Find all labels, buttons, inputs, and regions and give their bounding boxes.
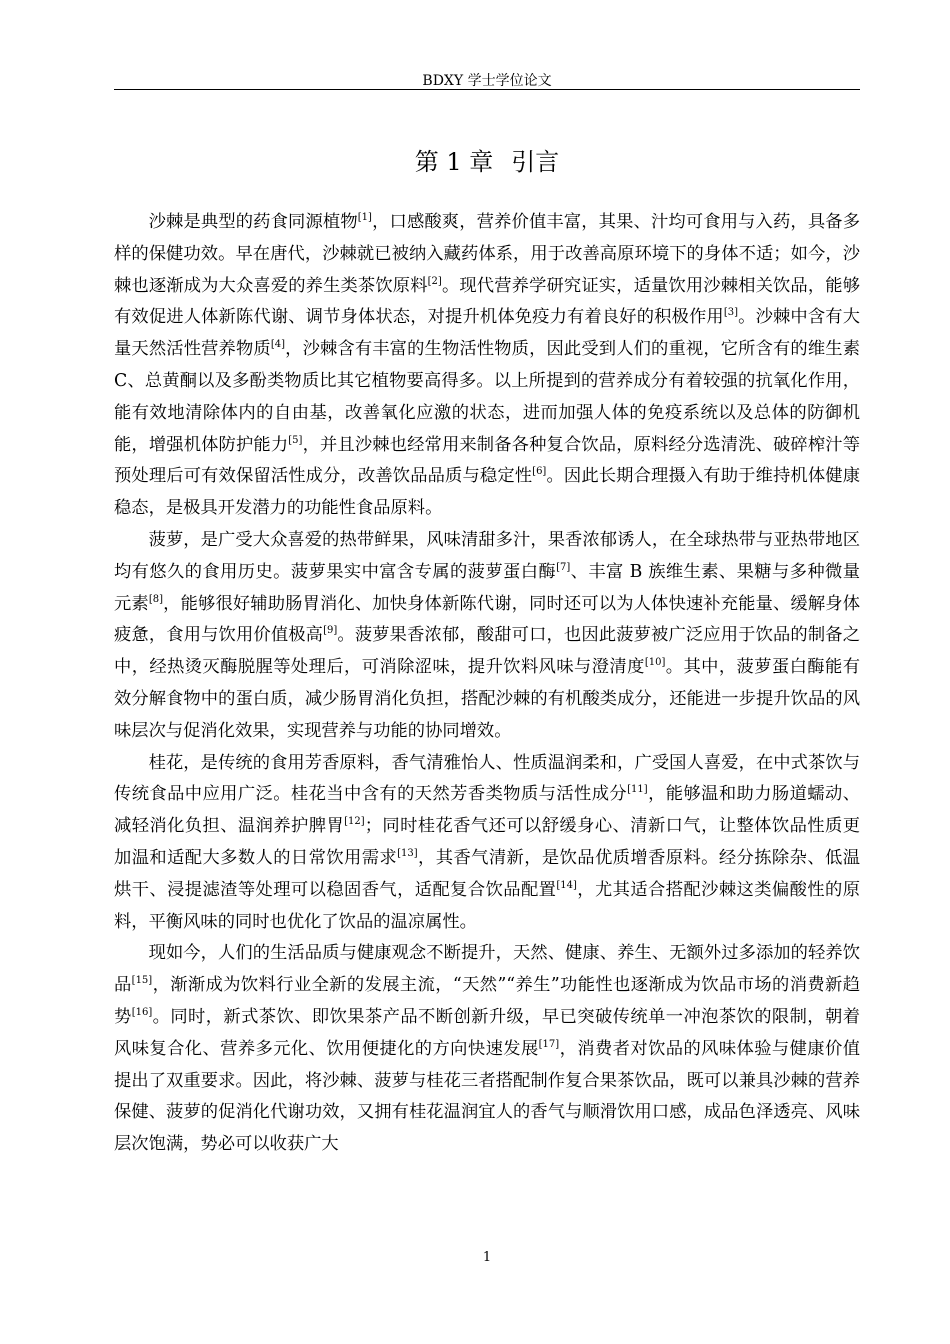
paragraph-text: 现如今，人们的生活品质与健康观念不断提升，天然、健康、养生、无额外过多添加的轻养饮品 — [114, 943, 860, 996]
paragraph-text: 桂花，是传统的食用芳香原料，香气清雅怡人、性质温润柔和，广受国人喜爱，在中式茶饮与传统食品中应用广泛。桂花当中含有的天然芳香类物质与活性成分 — [114, 752, 860, 805]
paragraph-text: 。其中，菠萝蛋白酶能有效分解食物中的蛋白质，减少肠胃消化负担，搭配沙棘的有机酸类成分，还能进一步提升饮品的风味层次与促消化效果，实现营养与功能的协同增效。 — [114, 657, 860, 741]
citation-ref: [3] — [723, 307, 739, 319]
paragraph-text: ，并且沙棘也经常用来制备各种复合饮品，原料经分选清洗、破碎榨汁等预处理后可有效保留活性成分，改善饮品品质与稳定性 — [114, 434, 860, 487]
paragraph-text: 。现代营养学研究证实，适量饮用沙棘相关饮品，能够有效促进人体新陈代谢、调节身体状态，对提升机体免疫力有着良好的积极作用 — [114, 275, 860, 328]
citation-ref: [6] — [532, 466, 547, 478]
chapter-title — [114, 146, 860, 178]
paragraph-text: 沙棘是典型的药食同源植物 — [148, 212, 358, 232]
citation-ref: [10] — [644, 657, 666, 669]
citation-ref: [16] — [131, 1006, 153, 1018]
paragraph-text: 。菠萝果香浓郁，酸甜可口，也因此菠萝被广泛应用于饮品的制备之中，经热烫灭酶脱腥等处理后，可消除涩味，提升饮料风味与澄清度 — [114, 625, 860, 678]
citation-ref: [13] — [397, 847, 418, 859]
running-header: BDXY 学士学位论文 — [422, 73, 552, 89]
body-paragraph — [114, 938, 860, 1161]
paragraph-text: ，消费者对饮品的风味体验与健康价值提出了双重要求。因此，将沙棘、菠萝与桂花三者搭配制作复合果茶饮品，既可以兼具沙棘的营养保健、菠萝的促消化代谢功效，又拥有桂花温润宜人的香气与顺滑饮用口感，成品色泽透亮、风味层次饱满，势必可以收获广大 — [114, 1038, 860, 1155]
paragraph-text: 。同时，新式茶饮、即饮果茶产品不断创新升级，早已突破传统单一冲泡茶饮的限制，朝着风味复合化、营养多元化、饮用便捷化的方向快速发展 — [114, 1006, 860, 1059]
paragraph-text: ，能够很好辅助肠胃消化、加快身体新陈代谢，同时还可以为人体快速补充能量、缓解身体疲惫，食用与饮用价值极高 — [114, 593, 860, 646]
citation-ref: [14] — [556, 879, 577, 891]
citation-ref: [4] — [270, 339, 285, 351]
citation-ref: [11] — [627, 784, 648, 796]
paragraph-text: 、丰富 B 族维生素、果糖与多种微量元素 — [114, 561, 860, 614]
paragraph-text: ，其香气清新，是饮品优质增香原料。经分拣除杂、低温烘干、浸提滤渣等处理可以稳固香气，适配复合饮品配置 — [114, 847, 860, 900]
paragraph-text: ；同时桂花香气还可以舒缓身心、清新口气，让整体饮品性质更加温和适配大多数人的日常饮用需求 — [114, 816, 860, 868]
body-paragraph — [114, 525, 860, 748]
citation-ref: [5] — [288, 434, 303, 446]
chapter-number: 第 1 章 — [414, 148, 494, 176]
header-rule — [114, 89, 860, 90]
page-number: 1 — [482, 1250, 492, 1265]
chapter-heading: 引言 — [511, 148, 560, 176]
paragraph-text: ，沙棘含有丰富的生物活性物质，因此受到人们的重视，它所含有的维生素 C、总黄酮以及多酚类物质比其它植物要高得多。以上所提到的营养成分有着较强的抗氧化作用，能有效地清除体内的自由基，改善氧化应激的状态，进而加强人体的免疫系统以及总体的防御机能，增强机体防护能力 — [114, 339, 860, 455]
paragraph-text: 菠萝，是广受大众喜爱的热带鲜果，风味清甜多汁，果香浓郁诱人，在全球热带与亚热带地区均有悠久的食用历史。菠萝果实中富含专属的菠萝蛋白酶 — [114, 529, 860, 582]
paragraph-text: ，口感酸爽，营养价值丰富，其果、汁均可食用与入药，具备多样的保健功效。早在唐代，沙棘就已被纳入藏药体系，用于改善高原环境下的身体不适；如今，沙棘也逐渐成为大众喜爱的养生类茶饮原料 — [114, 212, 860, 296]
paragraph-text: 。沙棘中含有大量天然活性营养物质 — [114, 307, 860, 360]
citation-ref: [9] — [323, 625, 338, 637]
citation-ref: [1] — [357, 212, 372, 223]
paragraph-text: 。因此长期合理摄入有助于维持机体健康稳态，是极具开发潜力的功能性食品原料。 — [114, 466, 860, 519]
paragraph-text: ，尤其适合搭配沙棘这类偏酸性的原料，平衡风味的同时也优化了饮品的温凉属性。 — [114, 879, 860, 932]
citation-ref: [15] — [131, 975, 153, 987]
paragraph-text: ，能够温和助力肠道蠕动、减轻消化负担、温润养护脾胃 — [114, 784, 860, 837]
paragraph-text: ，渐渐成为饮料行业全新的发展主流，“天然”“养生”功能性也逐渐成为饮品市场的消费新趋势 — [114, 975, 860, 1027]
citation-ref: [17] — [538, 1038, 560, 1050]
citation-ref: [7] — [556, 561, 571, 573]
body-paragraph — [114, 748, 860, 939]
citation-ref: [8] — [148, 593, 164, 605]
body-paragraph — [114, 207, 860, 525]
body-text — [114, 207, 860, 1161]
citation-ref: [2] — [427, 275, 442, 287]
citation-ref: [12] — [344, 816, 365, 828]
